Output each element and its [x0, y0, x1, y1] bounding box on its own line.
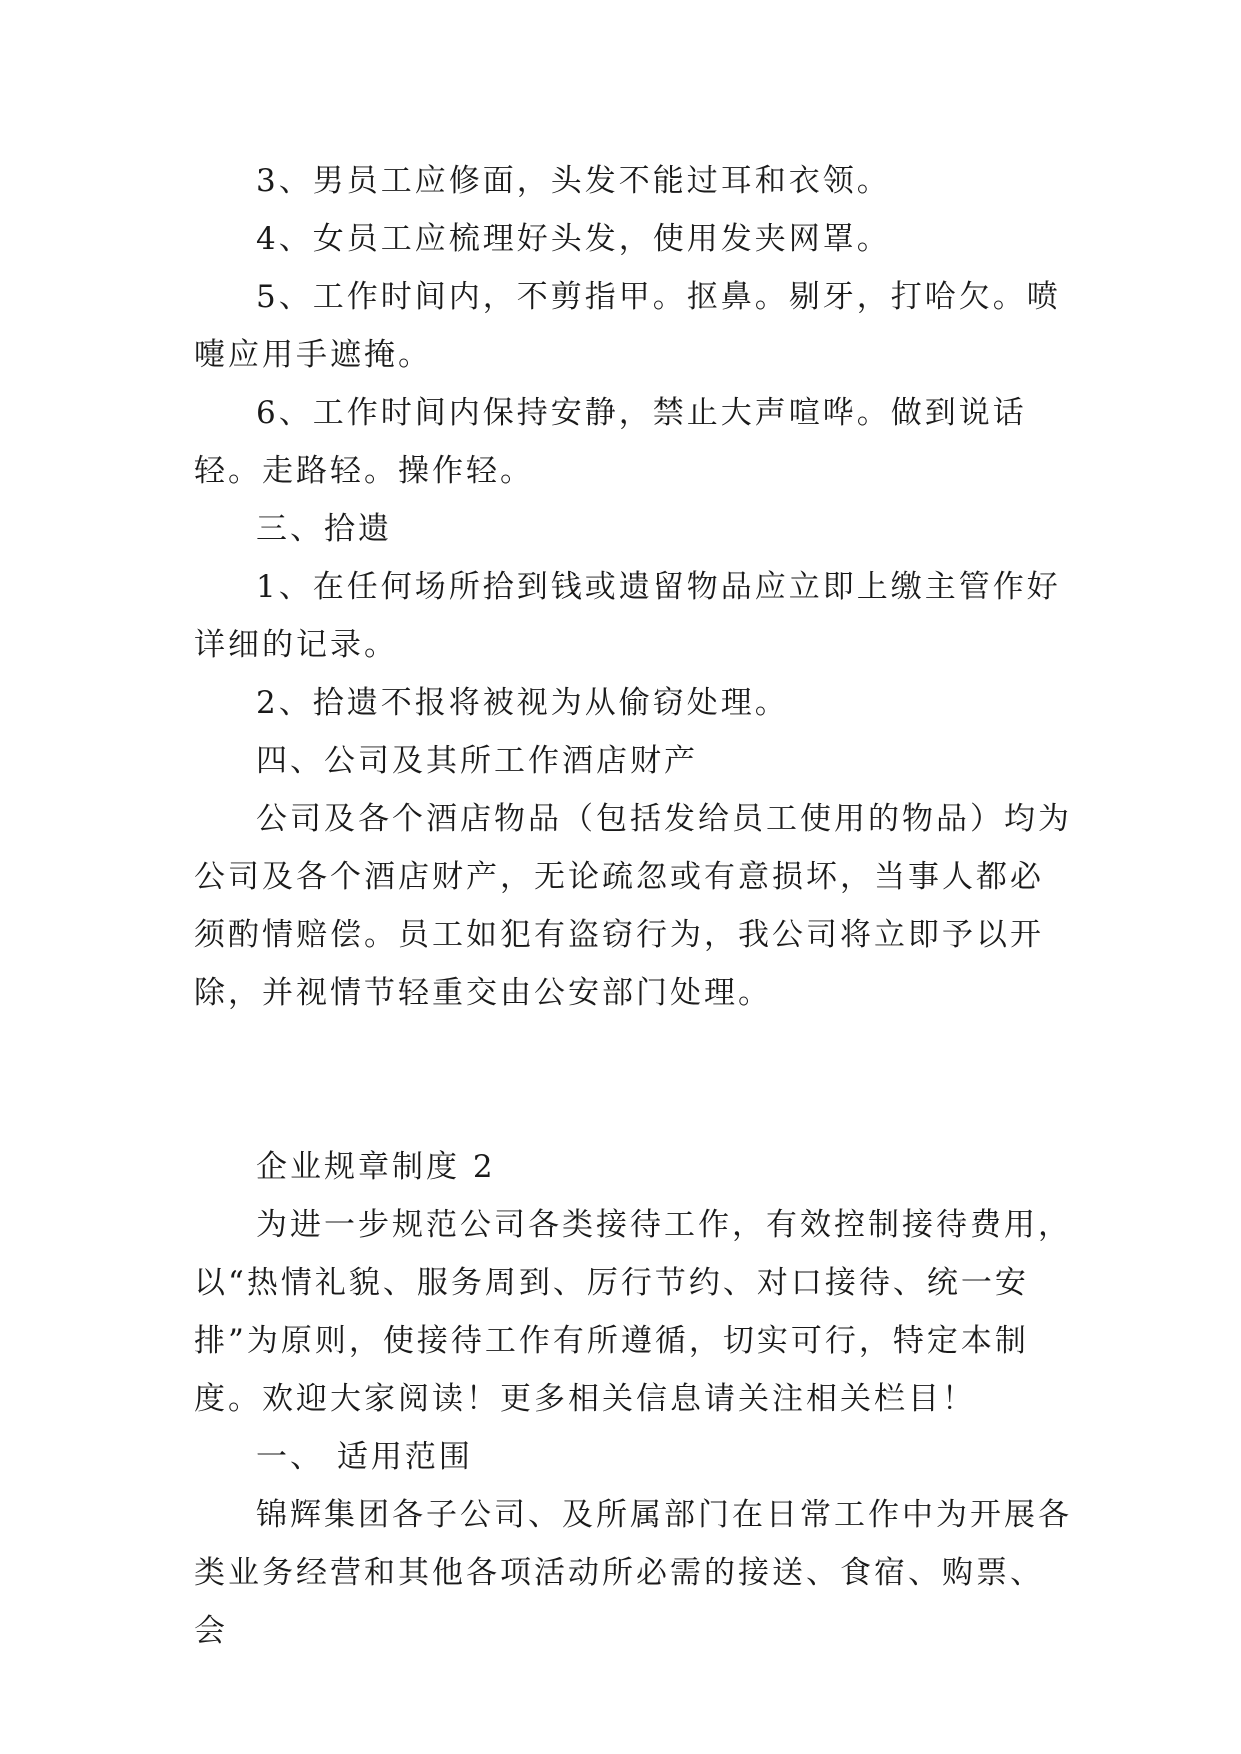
paragraph: 5、工作时间内，不剪指甲。抠鼻。剔牙，打哈欠。喷嚏应用手遮掩。 [194, 279, 1061, 373]
document-title: 企业规章制度 2 [256, 1149, 496, 1185]
document-body [194, 152, 1074, 1660]
section-gap [194, 1022, 1074, 1138]
paragraph: 公司及各个酒店物品（包括发给员工使用的物品）均为公司及各个酒店财产，无论疏忽或有意损坏，当事人都必须酌情赔偿。员工如犯有盗窃行为，我公司将立即予以开除，并视情节轻重交由公安部门处理。 [194, 801, 1072, 1011]
paragraph: 2、拾遗不报将被视为从偷窃处理。 [256, 685, 789, 721]
paragraph: 6、工作时间内保持安静，禁止大声喧哗。做到说话轻。走路轻。操作轻。 [194, 395, 1027, 489]
paragraph: 1、在任何场所拾到钱或遗留物品应立即上缴主管作好详细的记录。 [194, 569, 1061, 663]
section-heading: 四、公司及其所工作酒店财产 [256, 743, 698, 779]
section-heading: 一、 适用范围 [256, 1439, 473, 1475]
paragraph: 锦辉集团各子公司、及所属部门在日常工作中为开展各类业务经营和其他各项活动所必需的接送、食宿、购票、会 [194, 1497, 1072, 1649]
paragraph: 3、男员工应修面，头发不能过耳和衣领。 [256, 163, 891, 199]
section-heading: 三、拾遗 [256, 511, 392, 547]
paragraph: 为进一步规范公司各类接待工作，有效控制接待费用，以“热情礼貌、服务周到、厉行节约、对口接待、统一安排”为原则，使接待工作有所遵循，切实可行，特定本制度。欢迎大家阅读！更多相关信息请关注相关栏目！ [194, 1207, 1072, 1417]
paragraph: 4、女员工应梳理好头发，使用发夹网罩。 [256, 221, 891, 257]
